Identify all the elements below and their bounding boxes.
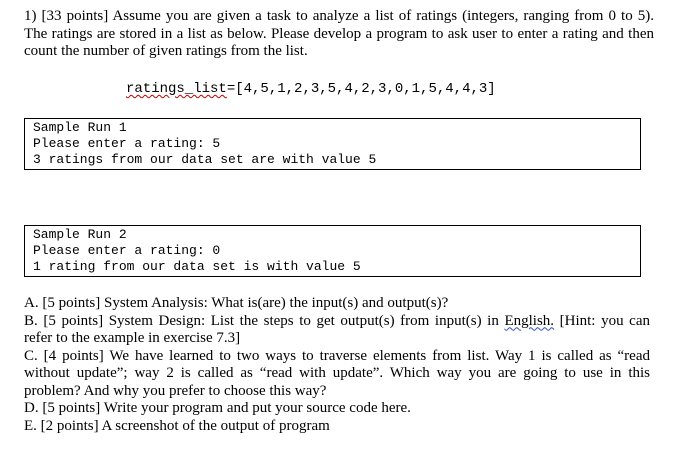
question-a: A. [5 points] System Analysis: What is(are) the input(s) and output(s)? bbox=[24, 295, 449, 311]
sample-run-2-title: Sample Run 2 bbox=[33, 227, 127, 242]
question-d: D. [5 points] Write your program and put your source code here. bbox=[24, 400, 411, 416]
sample-run-1-output: 3 ratings from our data set are with value 5 bbox=[33, 152, 377, 167]
question-list bbox=[24, 295, 650, 435]
sample-run-1-title: Sample Run 1 bbox=[33, 120, 127, 135]
ratings-list-values: =[4,5,1,2,3,5,4,2,3,0,1,5,4,4,3] bbox=[226, 81, 496, 97]
sample-run-2-box bbox=[24, 225, 641, 277]
problem-intro: 1) [33 points] Assume you are given a task to analyze a list of ratings (integers, ranging from 0 to 5). The ratings are stored in a list as below. Please develop a program to ask user to enter a rating and then count the number of given ratings from the list. bbox=[24, 8, 654, 59]
question-b-text: B. [5 points] System Design: List the steps to get output(s) from input(s) in bbox=[24, 312, 505, 329]
question-b-hint: [Hint: you can refer to the example in exercise 7.3] bbox=[24, 312, 650, 346]
question-c: C. [4 points] We have learned to two ways to traverse elements from list. Way 1 is called as “read without update”; way 2 is called as “read with update”. Which way you are going to use in this problem? And why you prefer to choose this way? bbox=[24, 347, 650, 399]
question-e: E. [2 points] A screenshot of the output of program bbox=[24, 417, 330, 434]
question-b bbox=[24, 313, 650, 348]
sample-run-1-prompt: Please enter a rating: 5 bbox=[33, 136, 221, 151]
sample-run-1-box bbox=[24, 118, 641, 170]
question-b-english-word: English. bbox=[504, 312, 555, 329]
sample-run-2-output: 1 rating from our data set is with value 5 bbox=[33, 259, 361, 274]
ratings-list-code bbox=[126, 81, 496, 97]
sample-run-2-prompt: Please enter a rating: 0 bbox=[33, 243, 221, 258]
ratings-list-variable: ratings_list bbox=[126, 81, 227, 97]
